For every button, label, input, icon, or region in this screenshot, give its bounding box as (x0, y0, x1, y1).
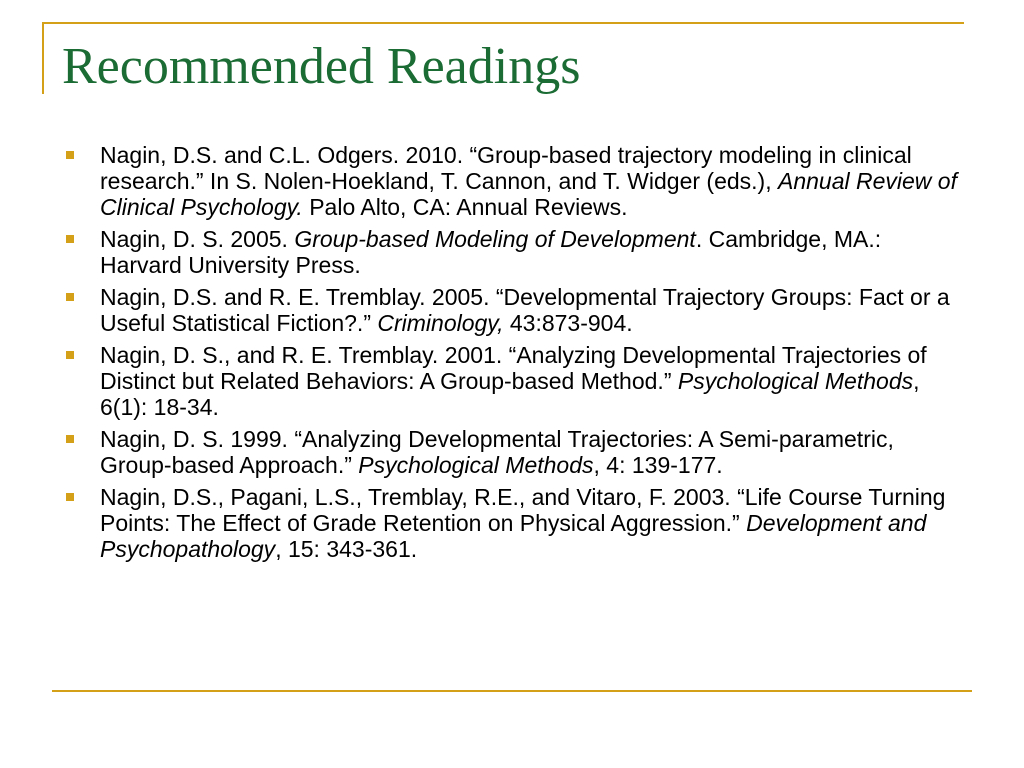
square-bullet-icon (66, 235, 74, 243)
square-bullet-icon (66, 351, 74, 359)
reference-item (62, 426, 962, 478)
reference-text: Nagin, D.S., Pagani, L.S., Tremblay, R.E., and Vitaro, F. 2003. “Life Course Turning Points: The Effect of Grade Retention on Physical Aggression.” (100, 484, 946, 536)
square-bullet-icon (66, 435, 74, 443)
reference-item (62, 484, 962, 562)
reference-source: Group-based Modeling of Development (294, 226, 696, 252)
reference-details: Palo Alto, CA: Annual Reviews. (302, 194, 628, 220)
reference-text: Nagin, D. S. 2005. (100, 226, 295, 252)
left-divider (42, 22, 44, 94)
reference-text: Nagin, D.S. and C.L. Odgers. 2010. “Group-based trajectory modeling in clinical research.” In S. Nolen-Hoekland, T. Cannon, and T. Widger (eds.), (100, 142, 912, 194)
reference-text: Nagin, D. S. 1999. “Analyzing Developmental Trajectories: A Semi-parametric, Group-based Approach.” (100, 426, 894, 478)
reference-source: Annual Review of Clinical Psychology. (100, 168, 957, 220)
reference-text: Nagin, D.S. and R. E. Tremblay. 2005. “Developmental Trajectory Groups: Fact or a Useful Statistical Fiction?.” (100, 284, 950, 336)
top-divider (42, 22, 964, 24)
reference-source: Criminology, (377, 310, 504, 336)
reference-text: Nagin, D. S., and R. E. Tremblay. 2001. “Analyzing Developmental Trajectories of Distinct but Related Behaviors: A Group-based Method.” (100, 342, 927, 394)
reference-source: Psychological Methods (677, 368, 914, 394)
reference-details: , 6(1): 18-34. (100, 368, 920, 420)
reference-list (62, 142, 962, 568)
square-bullet-icon (66, 151, 74, 159)
reference-details: , 15: 343-361. (275, 536, 418, 562)
slide-title: Recommended Readings (62, 38, 581, 95)
bottom-divider (52, 690, 972, 692)
square-bullet-icon (66, 293, 74, 301)
reference-item (62, 284, 962, 336)
reference-item (62, 142, 962, 220)
reference-item (62, 226, 962, 278)
square-bullet-icon (66, 493, 74, 501)
reference-item (62, 342, 962, 420)
reference-details: . Cambridge, MA.: Harvard University Press. (100, 226, 882, 278)
reference-source: Development and Psychopathology (100, 510, 927, 562)
reference-source: Psychological Methods (358, 452, 594, 478)
reference-details: , 4: 139-177. (593, 452, 723, 478)
reference-details: 43:873-904. (503, 310, 633, 336)
